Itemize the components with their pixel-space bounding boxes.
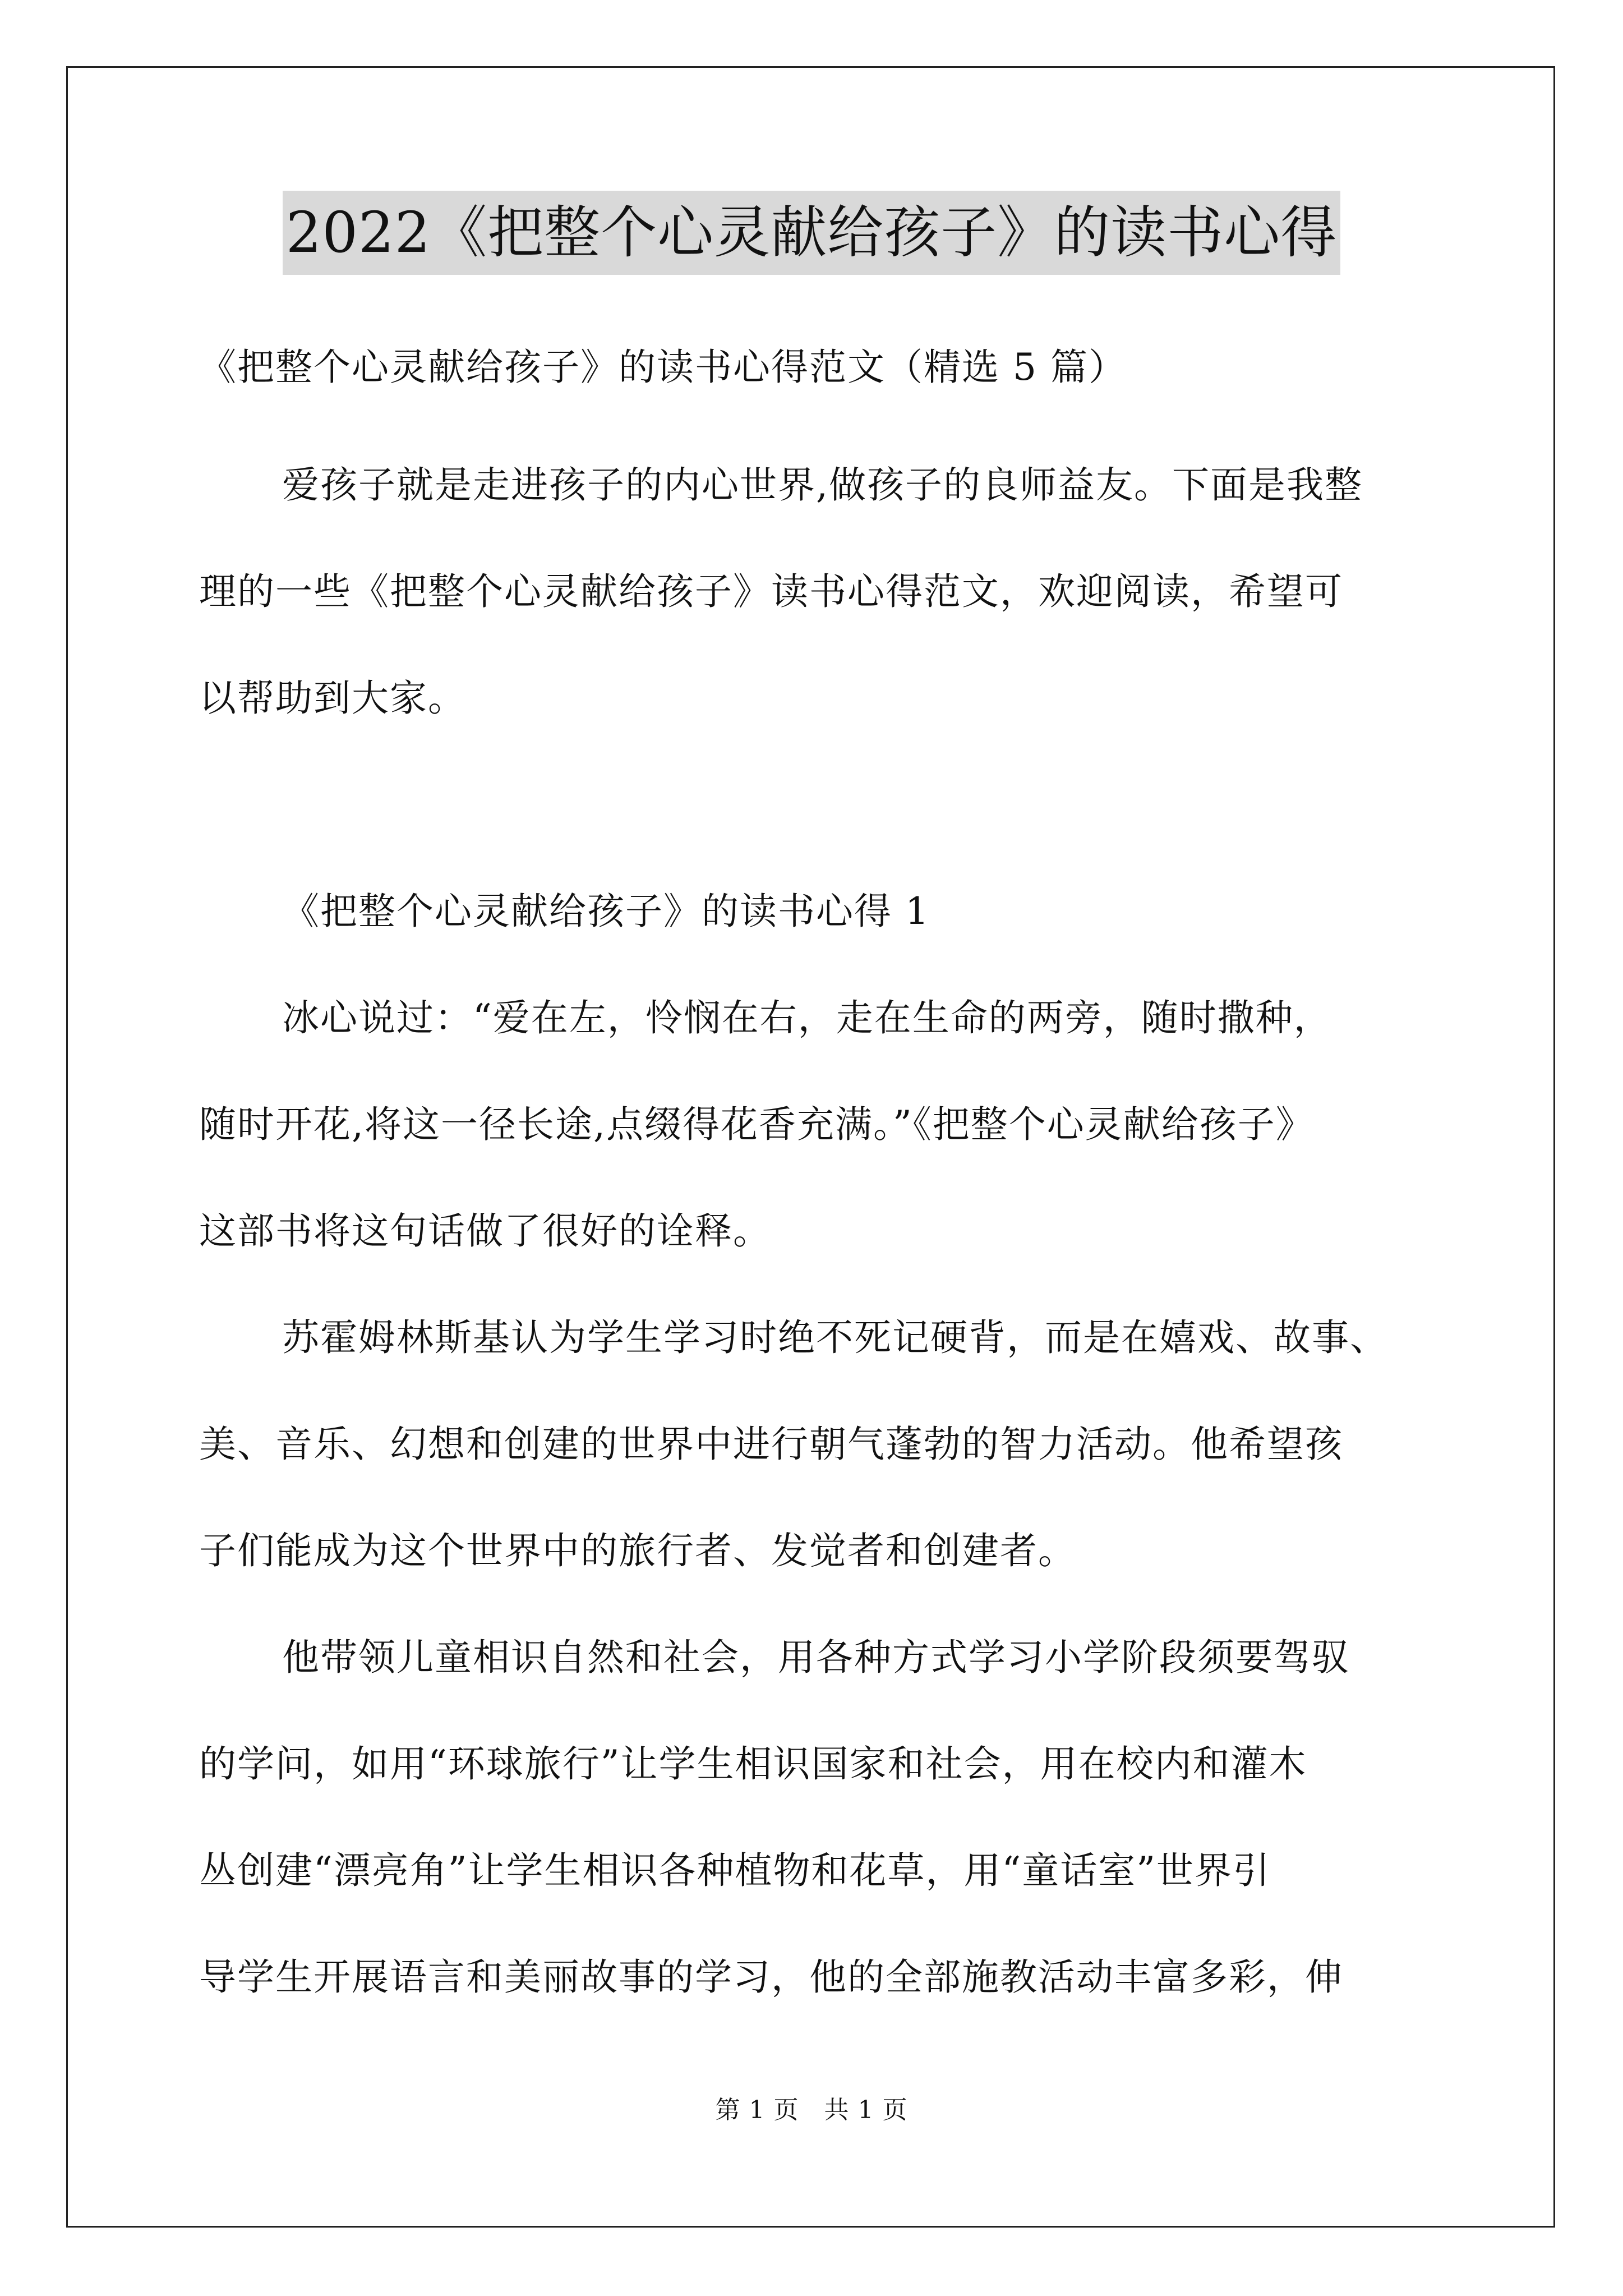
paragraph-line: 他带领儿童相识自然和社会，用各种方式学习小学阶段须要驾驭 xyxy=(282,1636,1350,1679)
paragraph-line: 导学生开展语言和美丽故事的学习，他的全部施教活动丰富多彩，伸 xyxy=(199,1955,1343,1999)
paragraph-1 xyxy=(199,965,1433,1285)
paragraph-line: 冰心说过：“爱在左，怜悯在右，走在生命的两旁，随时撒种， xyxy=(282,996,1332,1039)
paragraph-line: 子们能成为这个世界中的旅行者、发觉者和创建者。 xyxy=(199,1529,1076,1572)
paragraph-line: 的学问，如用“环球旅行”让学生相识国家和社会，用在校内和灌木 xyxy=(199,1742,1307,1786)
paragraph-line: 随时开花,将这一径长途,点缀得花香充满。”《把整个心灵献给孩子》 xyxy=(199,1103,1314,1146)
intro-line: 爱孩子就是走进孩子的内心世界,做孩子的良师益友。下面是我整 xyxy=(282,463,1363,507)
title-wrap xyxy=(0,191,1623,275)
page-footer: 第 1 页 共 1 页 xyxy=(715,2096,908,2124)
section-heading-block xyxy=(199,858,1433,965)
paragraph-3 xyxy=(199,1604,1433,2031)
paragraph-2 xyxy=(199,1285,1433,1604)
paragraph-line: 丛创建“漂亮角”让学生相识各种植物和花草，用“童话室”世界引 xyxy=(199,1849,1271,1892)
section-heading: 《把整个心灵献给孩子》的读书心得 1 xyxy=(282,890,930,933)
intro-line: 以帮助到大家。 xyxy=(199,677,466,720)
intro-line: 理的一些《把整个心灵献给孩子》读书心得范文，欢迎阅读，希望可 xyxy=(199,570,1343,613)
paragraph-line: 苏霍姆林斯基认为学生学习时绝不死记硬背，而是在嬉戏、故事、 xyxy=(282,1316,1388,1359)
intro-paragraph xyxy=(199,432,1433,752)
paragraph-line: 美、音乐、幻想和创建的世界中进行朝气蓬勃的智力活动。他希望孩 xyxy=(199,1423,1343,1466)
document-title: 2022《把整个心灵献给孩子》的读书心得 xyxy=(283,191,1341,275)
subtitle-block xyxy=(199,314,1433,421)
paragraph-line: 这部书将这句话做了很好的诠释。 xyxy=(199,1209,771,1253)
document-subtitle: 《把整个心灵献给孩子》的读书心得范文（精选 5 篇） xyxy=(199,346,1127,389)
